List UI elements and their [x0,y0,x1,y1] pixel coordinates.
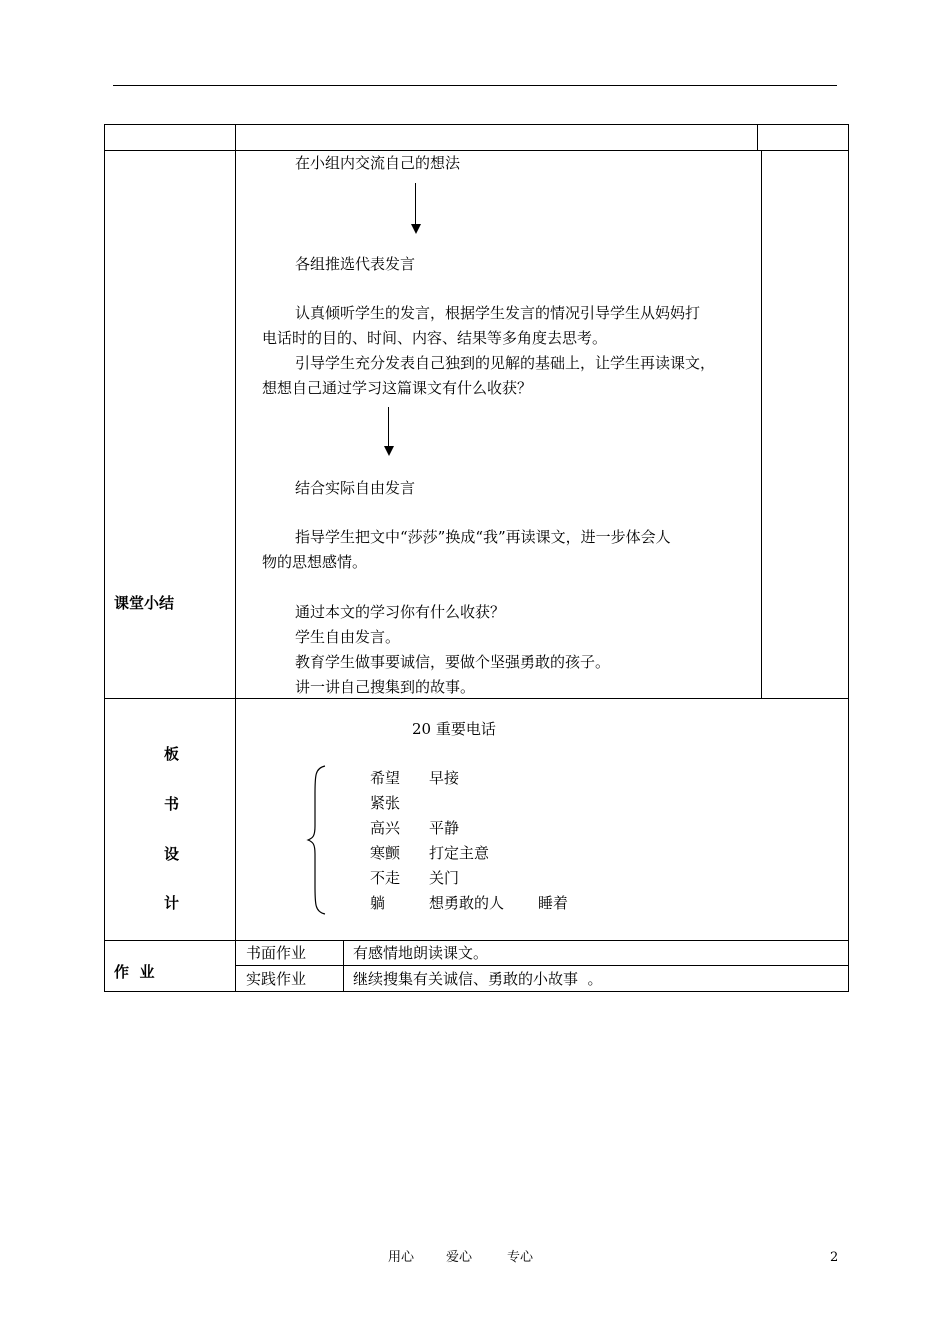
table-col-divider [235,124,236,992]
summary-text-line: 学生自由发言。 [295,628,401,646]
summary-text-line: 电话时的目的、时间、内容、结果等多角度去思考。 [262,329,608,347]
down-arrow-icon [388,407,389,447]
board-word: 寒颤 [370,844,401,862]
homework-content: 有感情地朗读课文。 [353,944,489,962]
summary-text-line: 通过本文的学习你有什么收获？ [295,603,506,621]
summary-text-line: 教育学生做事要诚信，要做个坚强勇敢的孩子。 [295,653,611,671]
summary-text-line: 认真倾听学生的发言，根据学生发言的情况引导学生从妈妈打 [295,304,701,322]
board-label-char: 书 [164,795,180,813]
board-word: 打定主意 [429,844,490,862]
left-brace-icon [305,764,329,916]
summary-text-line: 在小组内交流自己的想法 [295,154,461,172]
summary-text-line: 讲一讲自己搜集到的故事。 [295,678,476,696]
board-label-char: 设 [164,845,180,863]
down-arrow-icon [415,183,416,225]
board-word: 平静 [429,819,460,837]
table-border-left [104,124,105,992]
table-rule [104,940,849,941]
board-label-char: 计 [164,894,180,912]
footer-slogan-word: 爱心 [446,1250,473,1265]
footer-slogan-word: 用心 [388,1250,415,1265]
arrow-head-icon [384,446,394,456]
table-border-bottom [104,991,849,992]
board-word: 希望 [370,769,401,787]
page-number: 2 [830,1250,839,1265]
board-word: 紧张 [370,794,401,812]
summary-text-line: 引导学生充分发表自己独到的见解的基础上，让学生再读课文， [295,354,716,372]
homework-type: 实践作业 [246,970,307,988]
summary-label: 课堂小结 [114,594,175,612]
header-rule [113,85,837,86]
board-word: 睡着 [538,894,569,912]
table-rule [236,965,849,966]
summary-text-line: 各组推选代表发言 [295,255,416,273]
table-rule [104,698,849,699]
board-word: 高兴 [370,819,401,837]
table-rule [104,150,849,151]
arrow-head-icon [411,224,421,234]
homework-type: 书面作业 [246,944,307,962]
summary-text-line: 结合实际自由发言 [295,479,416,497]
table-col-divider [343,940,344,992]
table-border-top [104,124,849,125]
board-word: 躺 [370,894,386,912]
board-word: 关门 [429,869,460,887]
board-title: 20 重要电话 [412,720,496,738]
summary-text-line: 指导学生把文中“莎莎”换成“我”再读课文，进一步体会人 [295,528,671,546]
summary-text-line: 物的思想感情。 [262,553,368,571]
board-word: 想勇敢的人 [429,894,505,912]
board-label-char: 板 [164,745,180,763]
summary-text-line: 想想自己通过学习这篇课文有什么收获？ [262,379,533,397]
table-col-divider [761,150,762,699]
homework-content: 继续搜集有关诚信、勇敢的小故事 。 [353,970,603,988]
board-word: 早接 [429,769,460,787]
homework-label: 作 业 [114,963,155,981]
board-word: 不走 [370,869,401,887]
table-col-divider [757,124,758,151]
table-border-right [848,124,849,992]
footer-slogan-word: 专心 [507,1250,534,1265]
